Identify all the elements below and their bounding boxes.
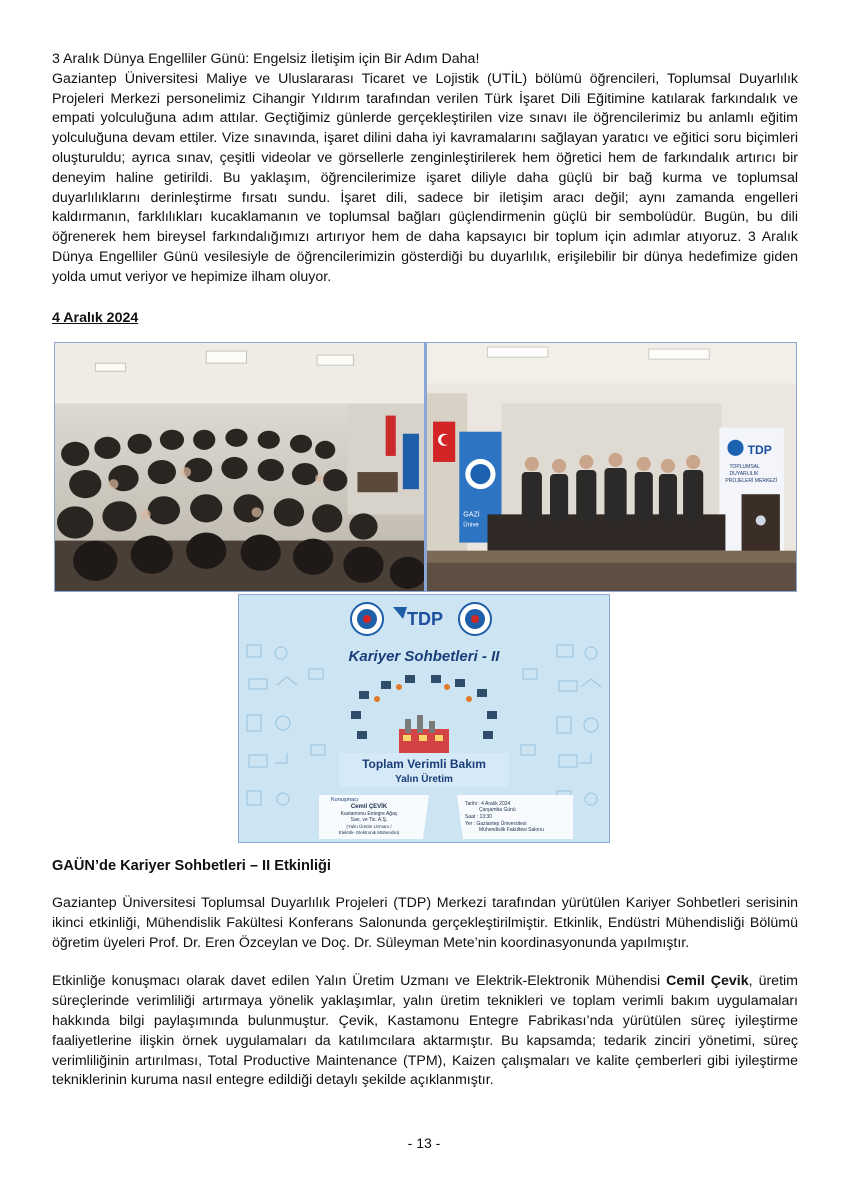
date-heading: 4 Aralık 2024 xyxy=(52,310,139,326)
page-number: - 13 - xyxy=(407,1135,441,1151)
banner-left-text: GAZİ xyxy=(463,511,480,519)
speaker-name: Cemil ÇEVİK xyxy=(350,804,388,810)
p2-before: Etkinliğe konuşmacı olarak davet edilen Yalın Üretim Uzmanı ve Elektrik-Elektronik Mühendisi xyxy=(52,973,667,990)
event-poster xyxy=(238,594,610,843)
event-day: Çarşamba Günü xyxy=(479,807,516,813)
article-paragraph-1: Gaziantep Üniversitesi Toplumsal Duyarlılık Projeleri (TDP) Merkezi tarafından yürütülen Kariyer Sohbetleri serisinin ikinci etkinliği, Mühendislik Fakültesi Konferans Salonunda gerçekleştirilmiştir. Etkinlik, Endüstri Mühendisliği Bölümü öğretim üyeleri Prof. Dr. Eren Özceylan ve Doç. Dr. Süleyman Mete’nin koordinasyonunda yapılmıştır. xyxy=(52,895,798,951)
p2-after: , üretim süreçlerinde verimliliği artırmaya yönelik yaklaşımlar, yalın üretim teknikleri ve toplam verimli bakım uygulamaları hakkında bilgi paylaşımında bulunmuştur. Çevik, Kastamonu Entegre Fabrikası’nda yürütülen süreç iyileştirme faaliyetlerine ilişkin örnek uygulamaları da katılımcılara aktarmıştır. Bu kapsamda; tedarik zinciri yönetimi, süreç verimliliğinin artırılması, Total Productive Maintenance (TPM), Kaizen çalışmaları ve kalite çemberleri gibi iyileştirme tekniklerinin kuruma nasıl entegre edildiği detaylı şekilde açıklanmıştır. xyxy=(52,973,798,1089)
event-time: Saat : 13:30 xyxy=(465,814,492,820)
poster-brand: TDP xyxy=(407,609,443,629)
banner-caption-1: TOPLUMSAL xyxy=(729,464,760,471)
speaker-company-1: Kastamonu Entegre Ağaç xyxy=(340,811,398,817)
banner-left-text-2: Ünive xyxy=(463,522,479,529)
intro-body: Gaziantep Üniversitesi Maliye ve Uluslararası Ticaret ve Lojistik (UTİL) bölümü öğrencileri, Toplumsal Duyarlılık Projeleri Merkezi personelimiz Cihangir Yıldırım tarafından verilen Türk İşaret Dili Eğitimine katılarak farkındalık ve empati yolculuğuna adım attılar. Geçtiğimiz günlerde gerçekleştirilen vize sınavı ile öğrencilerimiz bu anlamlı eğitim yolculuğuna devam ettiler. Vize sınavında, işaret dilini daha iyi kavramalarını sağlayan yaratıcı ve eğitici soru biçimleri oluşturuldu; ayrıca sınav, çeşitli videolar ve görsellerle zenginleştirilerek hem öğretici hem de farkındalık artırıcı bir deneyim haline getirildi. Bu yaklaşım, öğrencilerimize işaret diliyle daha güçlü bir bağ kurma ve toplumsal duyarlılıklarını derinleştirme fırsatı sundu. İşaret dili, sadece bir iletişim aracı değil; aynı zamanda engelleri kaldırmanın, farklılıkları kucaklamanın ve toplumsal bağları güçlendirmenin güçlü bir sembolüdür. Bugün, bu dili öğrenerek hem bireysel farkındalığımızı artırıyor hem de daha kapsayıcı bir toplum için adımlar atıyoruz. 3 Aralık Dünya Engelliler Günü vesilesiyle de öğrencilerimizin gösterdiği bu duyarlılık, erişilebilir bir dünya hedefimize giden yolda umut veriyor ve hepimize ilham oluyor. xyxy=(52,70,798,285)
speaker-label: Konuşmacı xyxy=(331,797,359,803)
group-photo xyxy=(427,343,796,591)
speaker-company-2: San. ve Tic. A.Ş. xyxy=(350,817,388,823)
intro-title-line: 3 Aralık Dünya Engelliler Günü: Engelsiz İletişim için Bir Adım Daha! xyxy=(52,51,480,67)
article-paragraph-2 xyxy=(52,972,798,1091)
poster-title: Kariyer Sohbetleri - II xyxy=(348,648,500,665)
article-title: GAÜN’de Kariyer Sohbetleri – II Etkinliği xyxy=(52,858,331,874)
speaker-role-1: (Yalın Üretim Uzmanı / xyxy=(346,824,392,829)
speaker-role-2: Elektrik- Elektronik Mühendisi) xyxy=(338,830,400,835)
event-place-2: Mühendislik Fakültesi Salonu xyxy=(479,827,544,833)
banner-brand: TDP xyxy=(747,442,772,457)
article-body xyxy=(52,894,798,1110)
banner-caption-3: PROJELERİ MERKEZİ xyxy=(725,478,778,485)
audience-photo xyxy=(55,343,424,591)
intro-section xyxy=(52,50,798,288)
poster-subtitle-1: Toplam Verimli Bakım xyxy=(362,757,486,771)
photo-strip xyxy=(54,342,797,592)
banner-caption-2: DUYARLILIK xyxy=(729,471,759,478)
event-place-1: Yer : Gaziantep Üniversitesi xyxy=(465,821,527,827)
event-date: Tarihi : 4 Aralık 2024 xyxy=(465,801,511,807)
speaker-name-bold: Cemil Çevik xyxy=(666,973,749,990)
poster-subtitle-2: Yalın Üretim xyxy=(395,774,453,785)
